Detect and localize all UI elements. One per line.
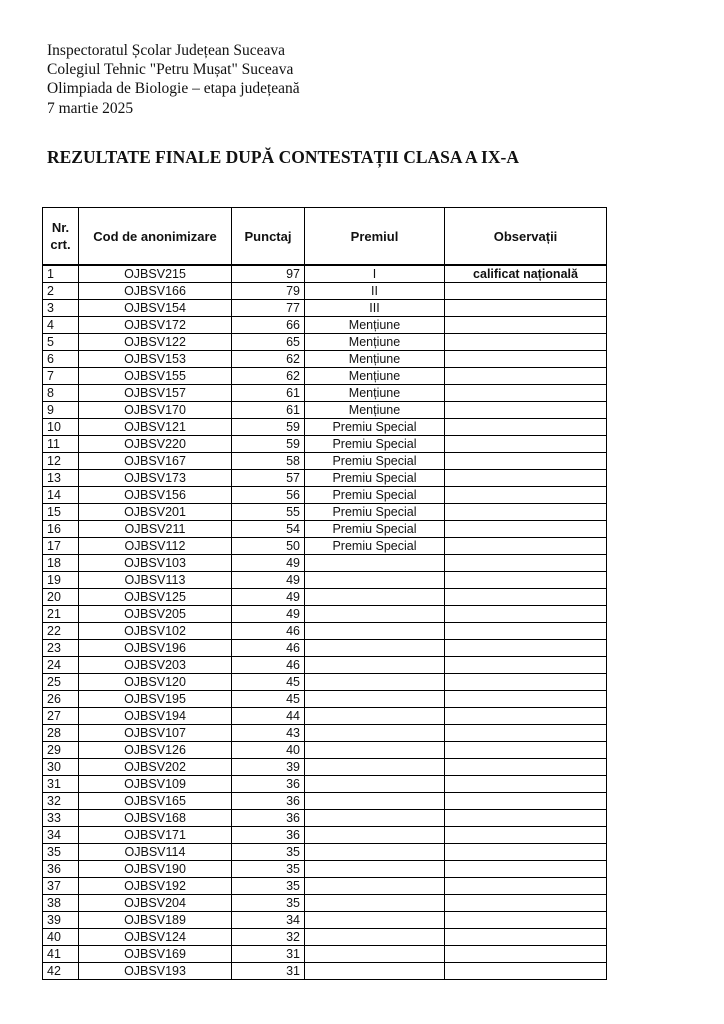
score-cell: 77	[232, 300, 305, 317]
row-number-cell: 36	[43, 861, 79, 878]
observations-cell	[445, 419, 607, 436]
anonymization-code-cell: OJBSV215	[79, 265, 232, 283]
prize-cell	[305, 912, 445, 929]
table-row	[43, 759, 607, 776]
table-row	[43, 436, 607, 453]
score-cell: 36	[232, 827, 305, 844]
prize-cell	[305, 725, 445, 742]
observations-cell	[445, 504, 607, 521]
prize-cell	[305, 657, 445, 674]
prize-cell	[305, 793, 445, 810]
observations-cell	[445, 963, 607, 980]
observations-cell	[445, 368, 607, 385]
anonymization-code-cell: OJBSV125	[79, 589, 232, 606]
observations-cell	[445, 827, 607, 844]
table-row	[43, 334, 607, 351]
anonymization-code-cell: OJBSV157	[79, 385, 232, 402]
anonymization-code-cell: OJBSV189	[79, 912, 232, 929]
score-cell: 35	[232, 895, 305, 912]
score-cell: 46	[232, 640, 305, 657]
anonymization-code-cell: OJBSV155	[79, 368, 232, 385]
score-cell: 36	[232, 810, 305, 827]
observations-cell	[445, 572, 607, 589]
header-nr-line2: crt.	[50, 237, 71, 252]
table-row	[43, 555, 607, 572]
anonymization-code-cell: OJBSV112	[79, 538, 232, 555]
anonymization-code-cell: OJBSV121	[79, 419, 232, 436]
row-number-cell: 20	[43, 589, 79, 606]
row-number-cell: 32	[43, 793, 79, 810]
row-number-cell: 15	[43, 504, 79, 521]
prize-cell	[305, 555, 445, 572]
anonymization-code-cell: OJBSV204	[79, 895, 232, 912]
prize-cell: Mențiune	[305, 368, 445, 385]
anonymization-code-cell: OJBSV192	[79, 878, 232, 895]
anonymization-code-cell: OJBSV124	[79, 929, 232, 946]
observations-cell	[445, 283, 607, 300]
table-row	[43, 623, 607, 640]
anonymization-code-cell: OJBSV114	[79, 844, 232, 861]
row-number-cell: 24	[43, 657, 79, 674]
table-row	[43, 827, 607, 844]
prize-cell: Mențiune	[305, 334, 445, 351]
score-cell: 43	[232, 725, 305, 742]
score-cell: 36	[232, 793, 305, 810]
score-cell: 31	[232, 946, 305, 963]
row-number-cell: 7	[43, 368, 79, 385]
score-cell: 32	[232, 929, 305, 946]
observations-cell	[445, 487, 607, 504]
observations-cell	[445, 861, 607, 878]
observations-cell	[445, 453, 607, 470]
observations-cell	[445, 691, 607, 708]
score-cell: 49	[232, 606, 305, 623]
table-row	[43, 912, 607, 929]
row-number-cell: 9	[43, 402, 79, 419]
page-title: REZULTATE FINALE DUPĂ CONTESTAȚII CLASA A IX-A	[47, 147, 519, 167]
row-number-cell: 8	[43, 385, 79, 402]
prize-cell	[305, 810, 445, 827]
table-row	[43, 929, 607, 946]
score-cell: 36	[232, 776, 305, 793]
table-row	[43, 351, 607, 368]
prize-cell: Premiu Special	[305, 453, 445, 470]
anonymization-code-cell: OJBSV167	[79, 453, 232, 470]
prize-cell	[305, 708, 445, 725]
score-cell: 45	[232, 691, 305, 708]
row-number-cell: 23	[43, 640, 79, 657]
anonymization-code-cell: OJBSV166	[79, 283, 232, 300]
row-number-cell: 38	[43, 895, 79, 912]
table-row	[43, 725, 607, 742]
observations-cell	[445, 623, 607, 640]
prize-cell: Premiu Special	[305, 521, 445, 538]
row-number-cell: 18	[43, 555, 79, 572]
row-number-cell: 14	[43, 487, 79, 504]
anonymization-code-cell: OJBSV193	[79, 963, 232, 980]
score-cell: 50	[232, 538, 305, 555]
observations-cell	[445, 912, 607, 929]
score-cell: 55	[232, 504, 305, 521]
observations-cell	[445, 606, 607, 623]
prize-cell: III	[305, 300, 445, 317]
prize-cell: II	[305, 283, 445, 300]
table-row	[43, 470, 607, 487]
score-cell: 57	[232, 470, 305, 487]
header-cod: Cod de anonimizare	[79, 208, 232, 266]
document-header	[47, 41, 300, 118]
table-row	[43, 317, 607, 334]
header-punctaj: Punctaj	[232, 208, 305, 266]
prize-cell: Premiu Special	[305, 419, 445, 436]
table-row	[43, 691, 607, 708]
anonymization-code-cell: OJBSV205	[79, 606, 232, 623]
table-row	[43, 265, 607, 283]
anonymization-code-cell: OJBSV201	[79, 504, 232, 521]
row-number-cell: 33	[43, 810, 79, 827]
anonymization-code-cell: OJBSV156	[79, 487, 232, 504]
observations-cell	[445, 844, 607, 861]
header-nr	[43, 208, 79, 266]
score-cell: 49	[232, 555, 305, 572]
prize-cell: I	[305, 265, 445, 283]
score-cell: 62	[232, 368, 305, 385]
table-row	[43, 606, 607, 623]
observations-cell	[445, 776, 607, 793]
prize-cell	[305, 844, 445, 861]
score-cell: 49	[232, 572, 305, 589]
table-row	[43, 844, 607, 861]
anonymization-code-cell: OJBSV171	[79, 827, 232, 844]
prize-cell	[305, 640, 445, 657]
score-cell: 45	[232, 674, 305, 691]
prize-cell: Premiu Special	[305, 436, 445, 453]
score-cell: 56	[232, 487, 305, 504]
observations-cell	[445, 946, 607, 963]
observations-cell	[445, 470, 607, 487]
prize-cell	[305, 759, 445, 776]
anonymization-code-cell: OJBSV203	[79, 657, 232, 674]
anonymization-code-cell: OJBSV170	[79, 402, 232, 419]
prize-cell: Mențiune	[305, 351, 445, 368]
table-row	[43, 453, 607, 470]
prize-cell	[305, 674, 445, 691]
anonymization-code-cell: OJBSV107	[79, 725, 232, 742]
score-cell: 34	[232, 912, 305, 929]
school-name: Colegiul Tehnic "Petru Mușat" Suceava	[47, 61, 294, 79]
prize-cell: Premiu Special	[305, 504, 445, 521]
score-cell: 35	[232, 861, 305, 878]
prize-cell	[305, 963, 445, 980]
row-number-cell: 37	[43, 878, 79, 895]
score-cell: 46	[232, 623, 305, 640]
row-number-cell: 28	[43, 725, 79, 742]
table-row	[43, 368, 607, 385]
score-cell: 59	[232, 419, 305, 436]
row-number-cell: 1	[43, 265, 79, 283]
anonymization-code-cell: OJBSV153	[79, 351, 232, 368]
anonymization-code-cell: OJBSV120	[79, 674, 232, 691]
prize-cell	[305, 946, 445, 963]
prize-cell	[305, 691, 445, 708]
inspectorate-name: Inspectoratul Școlar Județean Suceava	[47, 42, 286, 59]
anonymization-code-cell: OJBSV165	[79, 793, 232, 810]
observations-cell	[445, 402, 607, 419]
prize-cell: Mențiune	[305, 317, 445, 334]
observations-cell	[445, 555, 607, 572]
prize-cell	[305, 827, 445, 844]
anonymization-code-cell: OJBSV190	[79, 861, 232, 878]
table-row	[43, 589, 607, 606]
row-number-cell: 40	[43, 929, 79, 946]
observations-cell	[445, 317, 607, 334]
prize-cell	[305, 895, 445, 912]
prize-cell: Premiu Special	[305, 538, 445, 555]
table-row	[43, 419, 607, 436]
anonymization-code-cell: OJBSV126	[79, 742, 232, 759]
row-number-cell: 30	[43, 759, 79, 776]
prize-cell	[305, 606, 445, 623]
observations-cell	[445, 657, 607, 674]
header-premiul: Premiul	[305, 208, 445, 266]
score-cell: 39	[232, 759, 305, 776]
table-row	[43, 657, 607, 674]
observations-cell	[445, 793, 607, 810]
results-table	[42, 207, 607, 980]
row-number-cell: 2	[43, 283, 79, 300]
observations-cell	[445, 708, 607, 725]
row-number-cell: 21	[43, 606, 79, 623]
row-number-cell: 17	[43, 538, 79, 555]
table-row	[43, 708, 607, 725]
row-number-cell: 13	[43, 470, 79, 487]
table-row	[43, 776, 607, 793]
prize-cell	[305, 861, 445, 878]
observations-cell	[445, 436, 607, 453]
row-number-cell: 11	[43, 436, 79, 453]
table-row	[43, 300, 607, 317]
anonymization-code-cell: OJBSV173	[79, 470, 232, 487]
anonymization-code-cell: OJBSV211	[79, 521, 232, 538]
observations-cell	[445, 521, 607, 538]
row-number-cell: 10	[43, 419, 79, 436]
table-row	[43, 538, 607, 555]
anonymization-code-cell: OJBSV194	[79, 708, 232, 725]
observations-cell	[445, 895, 607, 912]
row-number-cell: 22	[43, 623, 79, 640]
row-number-cell: 19	[43, 572, 79, 589]
score-cell: 44	[232, 708, 305, 725]
score-cell: 79	[232, 283, 305, 300]
observations-cell	[445, 351, 607, 368]
prize-cell: Mențiune	[305, 402, 445, 419]
row-number-cell: 25	[43, 674, 79, 691]
observations-cell	[445, 300, 607, 317]
score-cell: 40	[232, 742, 305, 759]
table-row	[43, 963, 607, 980]
score-cell: 59	[232, 436, 305, 453]
row-number-cell: 27	[43, 708, 79, 725]
observations-cell	[445, 759, 607, 776]
row-number-cell: 34	[43, 827, 79, 844]
olympiad-name: Olimpiada de Biologie – etapa județeană	[47, 80, 300, 98]
anonymization-code-cell: OJBSV168	[79, 810, 232, 827]
table-row	[43, 402, 607, 419]
document-date: 7 martie 2025	[47, 99, 134, 117]
row-number-cell: 41	[43, 946, 79, 963]
row-number-cell: 4	[43, 317, 79, 334]
score-cell: 35	[232, 844, 305, 861]
anonymization-code-cell: OJBSV169	[79, 946, 232, 963]
row-number-cell: 16	[43, 521, 79, 538]
observations-cell	[445, 334, 607, 351]
anonymization-code-cell: OJBSV220	[79, 436, 232, 453]
anonymization-code-cell: OJBSV113	[79, 572, 232, 589]
anonymization-code-cell: OJBSV196	[79, 640, 232, 657]
score-cell: 61	[232, 402, 305, 419]
observations-cell	[445, 589, 607, 606]
row-number-cell: 35	[43, 844, 79, 861]
prize-cell: Premiu Special	[305, 470, 445, 487]
anonymization-code-cell: OJBSV109	[79, 776, 232, 793]
observations-cell	[445, 538, 607, 555]
anonymization-code-cell: OJBSV172	[79, 317, 232, 334]
table-row	[43, 895, 607, 912]
table-row	[43, 640, 607, 657]
row-number-cell: 39	[43, 912, 79, 929]
prize-cell	[305, 589, 445, 606]
header-observatii: Observații	[445, 208, 607, 266]
observations-cell	[445, 929, 607, 946]
row-number-cell: 42	[43, 963, 79, 980]
prize-cell: Mențiune	[305, 385, 445, 402]
table-row	[43, 487, 607, 504]
score-cell: 61	[232, 385, 305, 402]
table-row	[43, 742, 607, 759]
table-row	[43, 572, 607, 589]
score-cell: 97	[232, 265, 305, 283]
score-cell: 66	[232, 317, 305, 334]
score-cell: 58	[232, 453, 305, 470]
table-row	[43, 504, 607, 521]
score-cell: 31	[232, 963, 305, 980]
prize-cell	[305, 572, 445, 589]
prize-cell	[305, 776, 445, 793]
header-nr-line1: Nr.	[51, 220, 70, 235]
score-cell: 54	[232, 521, 305, 538]
table-header-row	[43, 208, 607, 266]
observations-cell	[445, 640, 607, 657]
anonymization-code-cell: OJBSV202	[79, 759, 232, 776]
table-row	[43, 946, 607, 963]
anonymization-code-cell: OJBSV195	[79, 691, 232, 708]
table-row	[43, 793, 607, 810]
table-row	[43, 283, 607, 300]
table-row	[43, 521, 607, 538]
anonymization-code-cell: OJBSV102	[79, 623, 232, 640]
table-row	[43, 674, 607, 691]
score-cell: 65	[232, 334, 305, 351]
row-number-cell: 29	[43, 742, 79, 759]
anonymization-code-cell: OJBSV103	[79, 555, 232, 572]
table-row	[43, 861, 607, 878]
prize-cell	[305, 929, 445, 946]
table-row	[43, 385, 607, 402]
row-number-cell: 12	[43, 453, 79, 470]
score-cell: 35	[232, 878, 305, 895]
observations-cell: calificat națională	[445, 265, 607, 283]
row-number-cell: 31	[43, 776, 79, 793]
prize-cell	[305, 878, 445, 895]
row-number-cell: 26	[43, 691, 79, 708]
observations-cell	[445, 674, 607, 691]
table-row	[43, 810, 607, 827]
prize-cell	[305, 623, 445, 640]
prize-cell	[305, 742, 445, 759]
observations-cell	[445, 810, 607, 827]
observations-cell	[445, 878, 607, 895]
score-cell: 49	[232, 589, 305, 606]
row-number-cell: 6	[43, 351, 79, 368]
anonymization-code-cell: OJBSV154	[79, 300, 232, 317]
results-body	[43, 265, 607, 980]
row-number-cell: 5	[43, 334, 79, 351]
prize-cell: Premiu Special	[305, 487, 445, 504]
observations-cell	[445, 385, 607, 402]
table-row	[43, 878, 607, 895]
observations-cell	[445, 742, 607, 759]
row-number-cell: 3	[43, 300, 79, 317]
anonymization-code-cell: OJBSV122	[79, 334, 232, 351]
observations-cell	[445, 725, 607, 742]
score-cell: 62	[232, 351, 305, 368]
score-cell: 46	[232, 657, 305, 674]
